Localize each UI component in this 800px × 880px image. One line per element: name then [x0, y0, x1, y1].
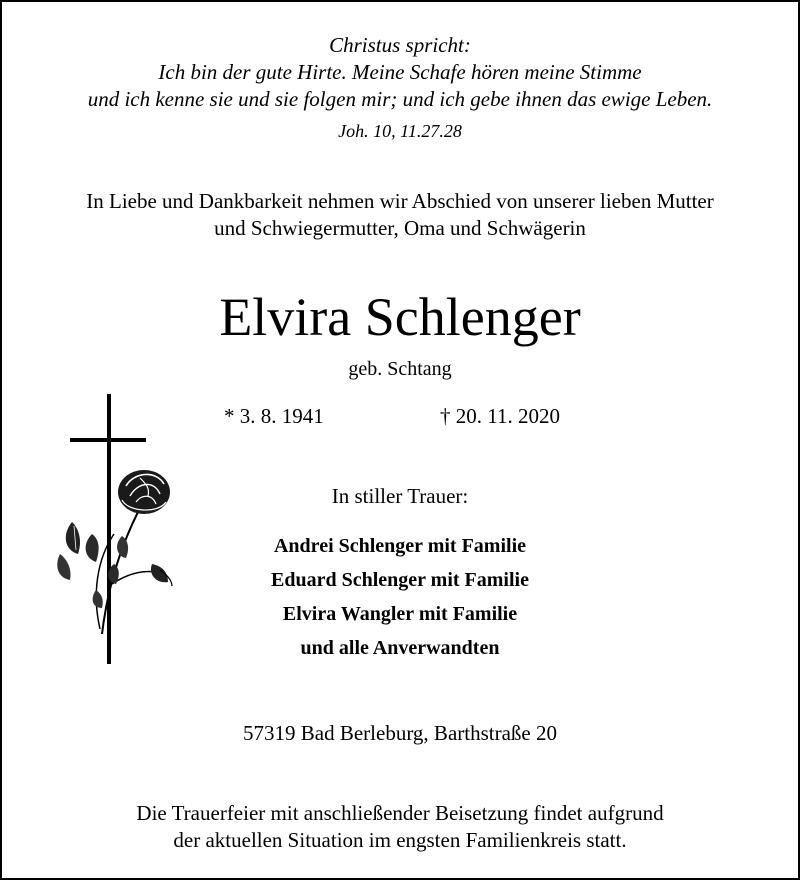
intro-text [0, 188, 800, 242]
verse-line: und ich kenne sie und sie folgen mir; und ich gebe ihnen das ewige Leben. [87, 87, 713, 111]
verse-reference: Joh. 10, 11.27.28 [338, 121, 462, 141]
mourning-heading: In stiller Trauer: [331, 484, 469, 508]
deceased-name: Elvira Schlenger [219, 287, 581, 347]
maiden-name: geb. Schtang [348, 358, 452, 380]
list-item: Andrei Schlenger mit Familie [273, 535, 526, 557]
bible-verse [0, 32, 800, 113]
mourners-list [0, 529, 800, 665]
verse-line: Ich bin der gute Hirte. Meine Schafe hören meine Stimme [158, 60, 642, 84]
notice-line: der aktuellen Situation im engsten Familienkreis statt. [173, 828, 627, 852]
funeral-notice [0, 800, 800, 854]
list-item: Eduard Schlenger mit Familie [271, 569, 529, 591]
intro-line: und Schwiegermutter, Oma und Schwägerin [214, 216, 586, 240]
verse-line: Christus spricht: [329, 33, 471, 57]
family-address: 57319 Bad Berleburg, Barthstraße 20 [243, 721, 557, 745]
intro-line: In Liebe und Dankbarkeit nehmen wir Abschied von unserer lieben Mutter [86, 189, 714, 213]
birth-date: * 3. 8. 1941 [224, 404, 324, 428]
list-item: und alle Anverwandten [300, 637, 500, 659]
notice-line: Die Trauerfeier mit anschließender Beisetzung findet aufgrund [136, 801, 664, 825]
list-item: Elvira Wangler mit Familie [282, 603, 518, 625]
death-date: † 20. 11. 2020 [440, 404, 560, 428]
